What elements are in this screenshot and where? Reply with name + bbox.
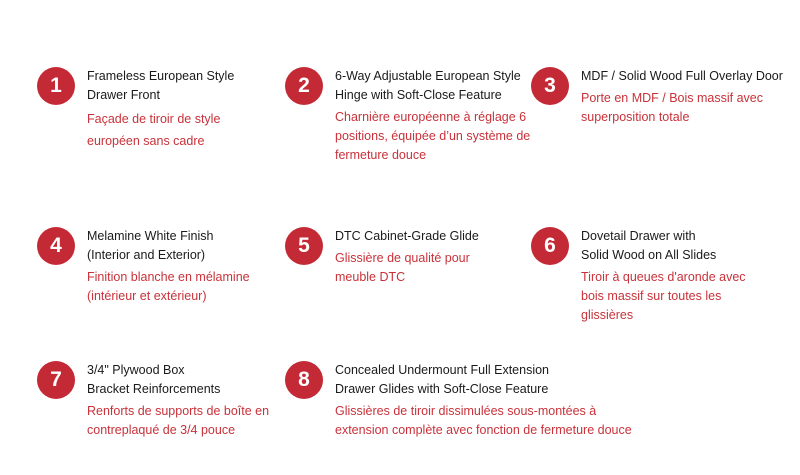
- feature-title-en: 6-Way Adjustable European Style Hinge with Soft-Close Feature: [335, 69, 521, 102]
- feature-text: [335, 227, 479, 287]
- feature-text: [87, 227, 250, 306]
- feature-desc-fr: Façade de tiroir de style européen sans cadre: [87, 112, 221, 148]
- number-badge: 8: [285, 361, 323, 399]
- number-badge: 7: [37, 361, 75, 399]
- number-badge: 6: [531, 227, 569, 265]
- number-badge: 2: [285, 67, 323, 105]
- feature-text: [581, 67, 783, 127]
- feature-desc-fr: Finition blanche en mélamine (intérieur et extérieur): [87, 270, 250, 303]
- number-badge: 5: [285, 227, 323, 265]
- feature-desc-fr: Charnière européenne à réglage 6 positions, équipée d’un système de fermeture douce: [335, 110, 531, 162]
- number-badge: 3: [531, 67, 569, 105]
- feature-text: [335, 361, 632, 440]
- feature-desc-fr: Tiroir à queues d'aronde avec bois massif sur toutes les glissières: [581, 270, 746, 322]
- feature-title-en: Dovetail Drawer with Solid Wood on All Slides: [581, 229, 717, 262]
- feature-desc-fr: Glissière de qualité pour meuble DTC: [335, 251, 470, 284]
- feature-title-en: Concealed Undermount Full Extension Drawer Glides with Soft-Close Feature: [335, 363, 550, 396]
- feature-desc-fr: Renforts de supports de boîte en contreplaqué de 3/4 pouce: [87, 404, 270, 437]
- feature-desc-fr: Glissières de tiroir dissimulées sous-montées à extension complète avec fonction de fermeture douce: [335, 404, 632, 437]
- feature-text: [335, 67, 530, 165]
- feature-title-en: Melamine White Finish (Interior and Exterior): [87, 229, 214, 262]
- feature-title-en: DTC Cabinet-Grade Glide: [335, 229, 479, 243]
- feature-desc-fr: Porte en MDF / Bois massif avec superposition totale: [581, 91, 764, 124]
- feature-text: [87, 361, 269, 440]
- number-badge: 4: [37, 227, 75, 265]
- feature-title-en: Frameless European Style Drawer Front: [87, 69, 235, 102]
- feature-text: [87, 67, 234, 152]
- feature-title-en: MDF / Solid Wood Full Overlay Door: [581, 69, 783, 83]
- feature-text: [581, 227, 746, 325]
- feature-title-en: 3/4" Plywood Box Bracket Reinforcements: [87, 363, 221, 396]
- number-badge: 1: [37, 67, 75, 105]
